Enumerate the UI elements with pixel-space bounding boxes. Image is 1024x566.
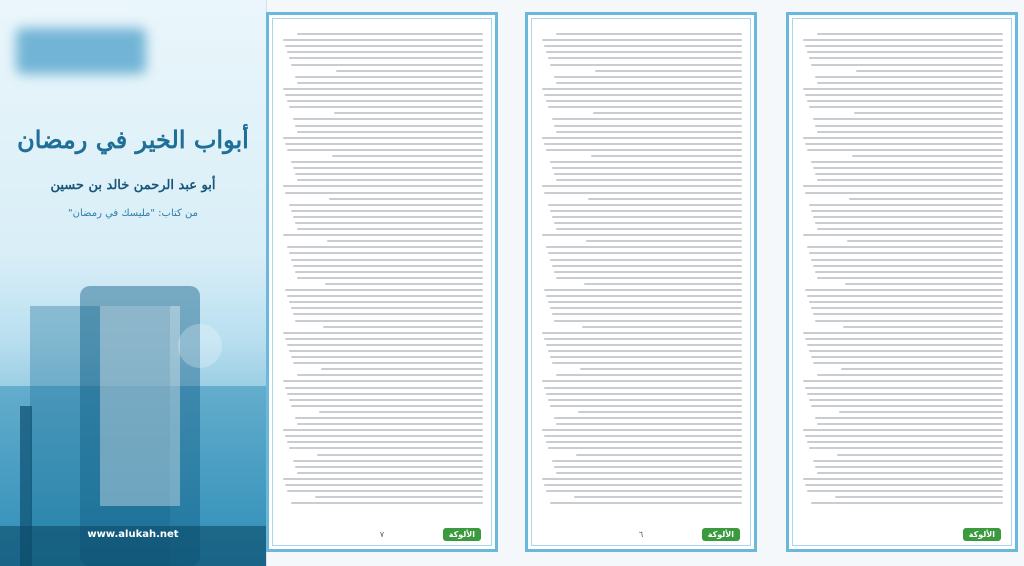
text-line: [323, 326, 483, 328]
text-line: [554, 222, 742, 224]
text-line: [297, 374, 483, 376]
alukah-logo: الألوكة: [443, 528, 481, 541]
text-line: [546, 344, 742, 346]
text-line: [317, 454, 483, 456]
text-line: [584, 283, 742, 285]
text-line: [285, 143, 483, 145]
blurred-header: [16, 28, 146, 74]
text-line: [817, 374, 1003, 376]
text-lines: [801, 29, 1003, 509]
text-page: [266, 12, 498, 552]
text-line: [811, 161, 1003, 163]
text-line: [287, 393, 483, 395]
text-line: [295, 271, 483, 273]
text-line: [283, 478, 483, 480]
text-line: [815, 125, 1003, 127]
text-line: [291, 259, 483, 261]
text-line: [593, 112, 742, 114]
text-line: [815, 320, 1003, 322]
text-line: [548, 301, 742, 303]
text-line: [546, 393, 742, 395]
text-line: [805, 484, 1003, 486]
text-line: [835, 496, 1003, 498]
text-lines: [540, 29, 742, 509]
text-line: [334, 112, 483, 114]
text-line: [807, 149, 1003, 151]
text-line: [550, 307, 742, 309]
text-line: [803, 429, 1003, 431]
text-line: [546, 246, 742, 248]
text-line: [283, 380, 483, 382]
text-line: [297, 82, 483, 84]
text-line: [843, 326, 1003, 328]
text-line: [803, 380, 1003, 382]
text-line: [807, 51, 1003, 53]
text-line: [336, 70, 483, 72]
text-line: [815, 76, 1003, 78]
text-line: [805, 143, 1003, 145]
text-line: [556, 82, 742, 84]
text-line: [546, 51, 742, 53]
text-line: [849, 198, 1003, 200]
text-line: [548, 447, 742, 449]
text-line: [805, 435, 1003, 437]
text-line: [813, 167, 1003, 169]
text-line: [807, 441, 1003, 443]
text-line: [856, 70, 1003, 72]
text-line: [297, 423, 483, 425]
text-line: [285, 435, 483, 437]
text-line: [289, 399, 483, 401]
text-line: [285, 45, 483, 47]
text-line: [552, 265, 742, 267]
text-line: [552, 362, 742, 364]
alukah-logo: الألوكة: [702, 528, 740, 541]
text-line: [285, 289, 483, 291]
text-line: [291, 405, 483, 407]
text-line: [809, 301, 1003, 303]
text-line: [813, 460, 1003, 462]
text-line: [556, 131, 742, 133]
text-line: [554, 320, 742, 322]
text-line: [550, 356, 742, 358]
text-line: [852, 155, 1004, 157]
text-line: [805, 387, 1003, 389]
text-line: [548, 399, 742, 401]
text-line: [289, 57, 483, 59]
text-line: [542, 429, 742, 431]
text-line: [544, 435, 742, 437]
text-line: [809, 350, 1003, 352]
text-line: [817, 228, 1003, 230]
text-line: [803, 137, 1003, 139]
text-line: [542, 39, 742, 41]
text-line: [285, 94, 483, 96]
text-line: [556, 277, 742, 279]
text-line: [817, 179, 1003, 181]
text-line: [811, 64, 1003, 66]
text-line: [542, 137, 742, 139]
text-line: [805, 45, 1003, 47]
text-line: [297, 277, 483, 279]
text-line: [291, 502, 483, 504]
text-line: [556, 423, 742, 425]
text-line: [297, 179, 483, 181]
cover-author: أبو عبد الرحمن خالد بن حسين: [50, 178, 216, 193]
text-line: [839, 411, 1003, 413]
text-line: [542, 185, 742, 187]
text-line: [285, 484, 483, 486]
cover-title: أبواب الخير في رمضان: [17, 125, 249, 154]
text-line: [287, 490, 483, 492]
text-line: [546, 295, 742, 297]
text-line: [293, 167, 483, 169]
text-line: [552, 167, 742, 169]
text-line: [297, 131, 483, 133]
text-line: [817, 472, 1003, 474]
text-line: [550, 502, 742, 504]
text-line: [837, 454, 1003, 456]
text-line: [854, 112, 1003, 114]
text-line: [546, 441, 742, 443]
text-line: [803, 185, 1003, 187]
text-line: [550, 64, 742, 66]
text-line: [319, 411, 483, 413]
text-line: [811, 356, 1003, 358]
text-line: [809, 447, 1003, 449]
text-line: [289, 252, 483, 254]
text-line: [295, 320, 483, 322]
text-line: [544, 143, 742, 145]
text-line: [811, 307, 1003, 309]
text-line: [554, 417, 742, 419]
text-line: [845, 283, 1003, 285]
text-line: [542, 380, 742, 382]
text-line: [544, 484, 742, 486]
text-line: [811, 210, 1003, 212]
text-line: [813, 265, 1003, 267]
text-line: [805, 192, 1003, 194]
text-line: [807, 344, 1003, 346]
text-line: [817, 82, 1003, 84]
text-line: [805, 289, 1003, 291]
text-line: [293, 362, 483, 364]
text-line: [811, 405, 1003, 407]
text-line: [293, 265, 483, 267]
text-line: [283, 332, 483, 334]
text-line: [550, 405, 742, 407]
text-line: [556, 179, 742, 181]
text-line: [548, 57, 742, 59]
text-line: [548, 106, 742, 108]
text-line: [554, 76, 742, 78]
page-number: ٧: [379, 530, 385, 539]
cover-art: [0, 266, 266, 566]
text-line: [552, 460, 742, 462]
text-line: [291, 356, 483, 358]
text-line: [297, 33, 483, 35]
text-line: [548, 204, 742, 206]
text-line: [546, 149, 742, 151]
text-line: [807, 100, 1003, 102]
text-line: [807, 295, 1003, 297]
text-line: [803, 39, 1003, 41]
text-line: [815, 222, 1003, 224]
text-line: [807, 490, 1003, 492]
text-line: [289, 106, 483, 108]
text-line: [548, 252, 742, 254]
text-lines: [281, 29, 483, 509]
text-line: [295, 417, 483, 419]
text-line: [283, 234, 483, 236]
text-line: [544, 192, 742, 194]
text-line: [291, 307, 483, 309]
text-line: [544, 338, 742, 340]
text-line: [552, 313, 742, 315]
text-line: [813, 362, 1003, 364]
text-line: [329, 198, 483, 200]
cover-page: [0, 0, 267, 566]
text-line: [813, 216, 1003, 218]
text-line: [293, 313, 483, 315]
text-line: [283, 137, 483, 139]
alukah-logo: الألوكة: [963, 528, 1001, 541]
text-line: [817, 423, 1003, 425]
text-line: [283, 88, 483, 90]
text-line: [580, 368, 742, 370]
text-line: [817, 33, 1003, 35]
text-line: [576, 454, 742, 456]
text-line: [315, 496, 483, 498]
text-line: [295, 466, 483, 468]
text-line: [542, 88, 742, 90]
text-line: [542, 234, 742, 236]
text-line: [289, 350, 483, 352]
text-line: [291, 64, 483, 66]
text-line: [841, 368, 1003, 370]
text-line: [803, 88, 1003, 90]
text-line: [817, 277, 1003, 279]
text-line: [546, 100, 742, 102]
text-line: [813, 313, 1003, 315]
text-line: [291, 210, 483, 212]
text-page: [525, 12, 757, 552]
text-line: [295, 76, 483, 78]
text-line: [287, 51, 483, 53]
text-line: [287, 344, 483, 346]
text-line: [805, 338, 1003, 340]
text-line: [805, 94, 1003, 96]
text-line: [291, 161, 483, 163]
text-line: [809, 106, 1003, 108]
text-line: [295, 125, 483, 127]
page-number: ٦: [638, 530, 644, 539]
text-line: [574, 496, 742, 498]
text-line: [546, 490, 742, 492]
text-line: [289, 301, 483, 303]
text-line: [293, 216, 483, 218]
text-line: [554, 173, 742, 175]
text-line: [847, 240, 1003, 242]
text-line: [554, 466, 742, 468]
text-line: [285, 192, 483, 194]
text-line: [807, 246, 1003, 248]
text-line: [287, 441, 483, 443]
text-line: [287, 246, 483, 248]
text-line: [813, 118, 1003, 120]
text-line: [809, 252, 1003, 254]
text-line: [325, 283, 483, 285]
text-line: [550, 210, 742, 212]
text-line: [297, 472, 483, 474]
text-line: [544, 387, 742, 389]
text-page: [786, 12, 1018, 552]
cover-source: من كتاب: "مليسك في رمضان": [68, 208, 198, 219]
text-line: [283, 39, 483, 41]
text-line: [552, 118, 742, 120]
text-line: [811, 259, 1003, 261]
text-line: [582, 326, 742, 328]
text-line: [803, 234, 1003, 236]
text-line: [554, 271, 742, 273]
text-line: [556, 374, 742, 376]
text-line: [285, 338, 483, 340]
text-line: [289, 204, 483, 206]
text-line: [815, 173, 1003, 175]
text-line: [287, 295, 483, 297]
text-line: [295, 222, 483, 224]
text-line: [542, 478, 742, 480]
text-line: [554, 125, 742, 127]
text-line: [321, 368, 483, 370]
text-line: [548, 350, 742, 352]
text-line: [586, 240, 742, 242]
text-line: [287, 100, 483, 102]
text-line: [544, 289, 742, 291]
text-line: [811, 502, 1003, 504]
text-line: [803, 478, 1003, 480]
text-line: [588, 198, 742, 200]
text-line: [556, 228, 742, 230]
text-line: [283, 429, 483, 431]
text-line: [544, 94, 742, 96]
text-line: [578, 411, 742, 413]
text-line: [595, 70, 742, 72]
text-line: [544, 45, 742, 47]
text-line: [815, 271, 1003, 273]
text-line: [809, 399, 1003, 401]
text-line: [591, 155, 743, 157]
text-line: [332, 155, 484, 157]
text-line: [293, 118, 483, 120]
text-line: [817, 131, 1003, 133]
text-line: [283, 185, 483, 187]
text-line: [803, 332, 1003, 334]
text-line: [815, 417, 1003, 419]
text-line: [809, 204, 1003, 206]
text-line: [287, 149, 483, 151]
text-line: [285, 387, 483, 389]
text-line: [550, 259, 742, 261]
text-line: [293, 460, 483, 462]
text-line: [809, 57, 1003, 59]
text-line: [550, 161, 742, 163]
text-line: [556, 33, 742, 35]
text-line: [807, 393, 1003, 395]
text-line: [556, 472, 742, 474]
text-line: [542, 332, 742, 334]
text-line: [327, 240, 483, 242]
text-line: [297, 228, 483, 230]
cover-url[interactable]: www.alukah.net: [87, 529, 179, 540]
text-line: [552, 216, 742, 218]
text-line: [295, 173, 483, 175]
text-line: [289, 447, 483, 449]
text-line: [815, 466, 1003, 468]
